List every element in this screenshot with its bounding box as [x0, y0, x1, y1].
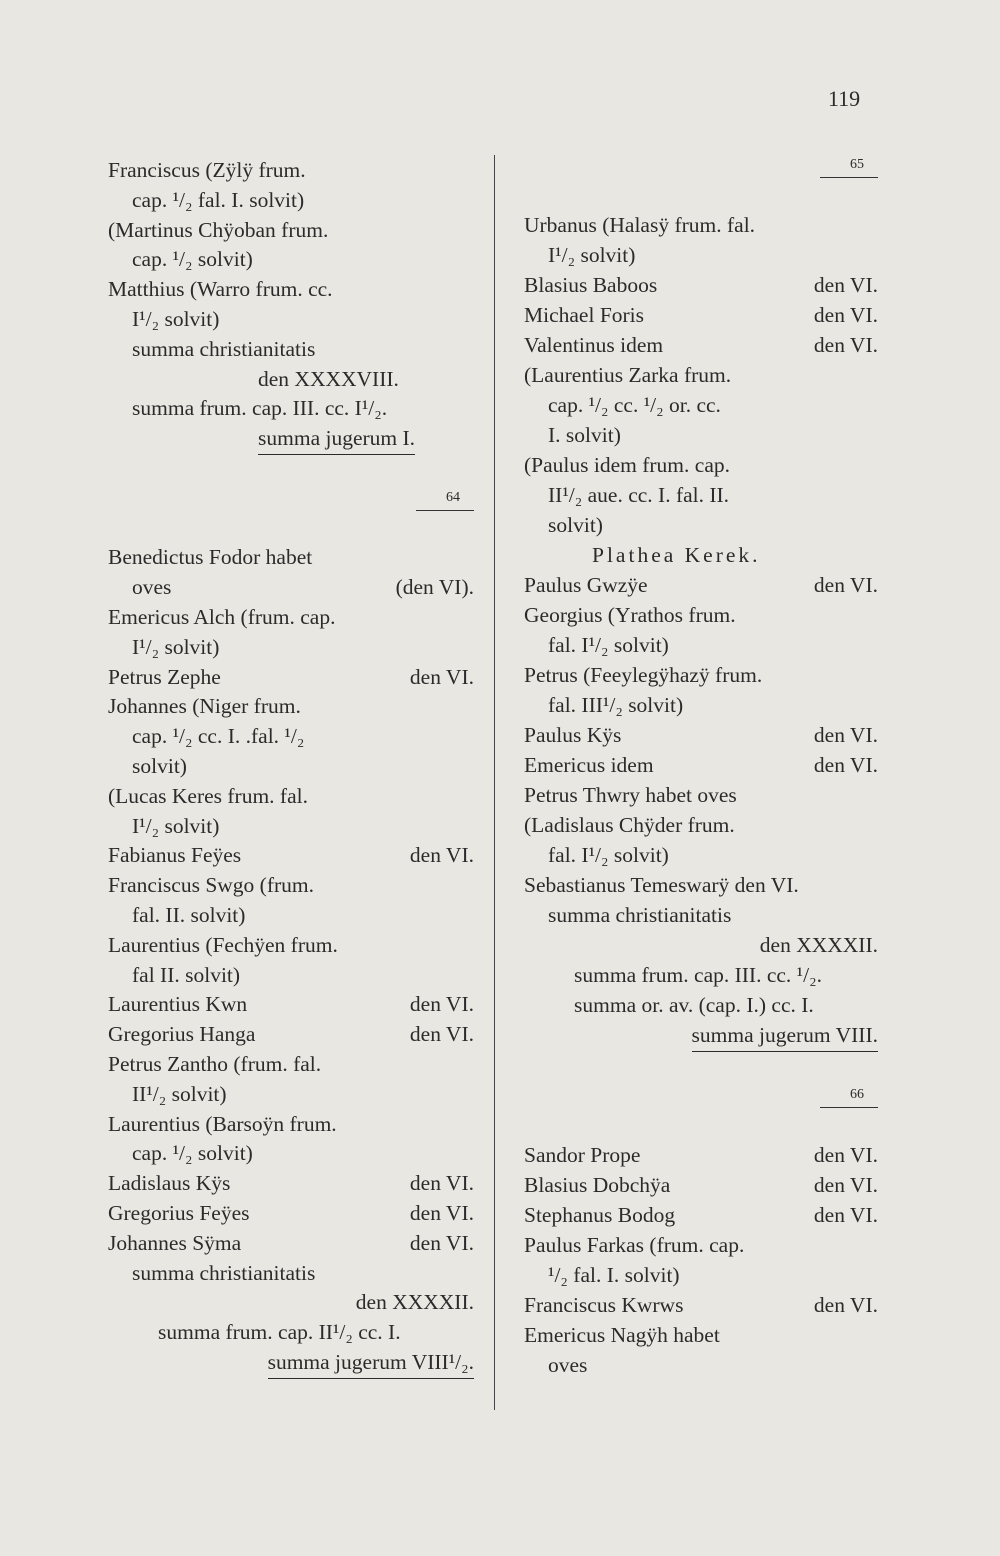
line-text: oves	[132, 575, 172, 600]
text-line	[524, 930, 878, 960]
text-line	[108, 304, 474, 334]
line-text: fal II. solvit)	[132, 962, 241, 987]
page-number: 119	[828, 86, 861, 111]
line-text: solvit)	[548, 513, 603, 537]
text-line	[108, 1287, 474, 1317]
text-line	[524, 660, 878, 690]
text-line	[524, 570, 878, 600]
line-text: I¹/₂ solvit)	[132, 813, 220, 838]
line-text: Petrus Zephe	[108, 664, 221, 689]
text-line	[108, 334, 474, 364]
text-line	[524, 210, 878, 240]
line-amount: den VI.	[813, 1203, 878, 1227]
line-text: Benedictus Fodor habet	[108, 545, 313, 570]
line-text: (Martinus Chÿoban frum.	[108, 217, 329, 242]
line-amount: den VI.	[409, 1022, 474, 1047]
text-line	[524, 1230, 878, 1260]
text-line	[524, 780, 878, 810]
line-amount: den VI.	[813, 273, 878, 297]
line-text: Matthius (Warro frum. cc.	[108, 277, 333, 302]
text-line	[524, 1170, 878, 1200]
line-text: Paulus Kÿs	[524, 723, 622, 747]
text-line	[524, 480, 878, 510]
text-line	[108, 572, 474, 602]
line-text: Plathea Kerek.	[592, 543, 761, 567]
line-amount: den VI.	[813, 303, 878, 327]
line-amount: den VI.	[813, 723, 878, 747]
line-text: I¹/₂ solvit)	[132, 307, 220, 331]
line-text: summa or. av. (cap. I.) cc. I.	[574, 993, 814, 1017]
line-text: 64	[446, 489, 460, 505]
line-text: summa jugerum I.	[258, 423, 415, 455]
text-line	[108, 840, 474, 870]
text-line	[108, 542, 474, 572]
text-line	[108, 1019, 474, 1049]
entry-number	[524, 150, 878, 180]
line-text: 65	[850, 157, 864, 172]
entry-number-rule	[820, 177, 878, 178]
text-line	[108, 989, 474, 1019]
line-text: ¹/₂ fal. I. solvit)	[548, 1263, 680, 1287]
line-text: I¹/₂ solvit)	[132, 634, 220, 659]
entry-number-rule	[820, 1107, 878, 1108]
line-text: Franciscus Kwrws	[524, 1293, 684, 1317]
text-line	[108, 632, 474, 662]
text-line	[108, 721, 474, 751]
text-line	[108, 423, 474, 453]
line-amount: den VI.	[813, 1293, 878, 1317]
section-heading	[524, 540, 878, 570]
text-line	[524, 180, 878, 210]
text-line	[108, 960, 474, 990]
line-text: Stephanus Bodog	[524, 1203, 676, 1227]
line-amount: den VI.	[813, 1173, 878, 1197]
line-text: Gregorius Feÿes	[108, 1201, 250, 1225]
line-text: 66	[850, 1087, 864, 1102]
line-text: summa christianitatis	[548, 903, 732, 927]
line-amount: den VI.	[813, 753, 878, 777]
text-line	[524, 510, 878, 540]
text-line	[524, 750, 878, 780]
line-text: fal. I¹/₂ solvit)	[548, 843, 669, 867]
text-line	[108, 1109, 474, 1139]
text-line	[524, 1050, 878, 1080]
text-line	[108, 1049, 474, 1079]
text-line	[108, 691, 474, 721]
line-text: summa christianitatis	[132, 336, 316, 361]
text-line	[524, 840, 878, 870]
text-line	[108, 453, 474, 483]
text-line	[524, 810, 878, 840]
text-line	[108, 393, 474, 423]
line-text: Laurentius (Barsoÿn frum.	[108, 1111, 337, 1136]
text-line	[524, 420, 878, 450]
text-line	[108, 1228, 474, 1258]
text-line	[524, 1260, 878, 1290]
line-text: Petrus Thwry habet oves	[524, 783, 737, 807]
line-amount: den VI.	[409, 664, 474, 689]
line-text: Emericus idem	[524, 753, 654, 777]
line-amount: den VI.	[409, 992, 474, 1017]
text-line	[524, 240, 878, 270]
line-text: Johannes Sÿma	[108, 1230, 242, 1255]
text-line	[524, 960, 878, 990]
line-text: fal. I¹/₂ solvit)	[548, 633, 669, 657]
line-amount: den VI.	[813, 333, 878, 357]
line-text: cap. ¹/₂ cc. ¹/₂ or. cc.	[548, 393, 721, 417]
line-amount: den VI.	[409, 1230, 474, 1255]
line-text: Johannes (Niger frum.	[108, 694, 301, 719]
line-amount: den VI.	[813, 573, 878, 597]
line-amount: den VI.	[409, 843, 474, 868]
line-text: Ladislaus Kÿs	[108, 1171, 231, 1196]
line-text: cap. ¹/₂ solvit)	[132, 247, 253, 272]
text-line	[108, 244, 474, 274]
line-text: II¹/₂ aue. cc. I. fal. II.	[548, 483, 730, 507]
line-text: Georgius (Yrathos frum.	[524, 603, 736, 627]
text-line	[108, 900, 474, 930]
entry-number	[108, 483, 474, 513]
line-text: cap. ¹/₂ solvit)	[132, 1141, 253, 1166]
text-line	[524, 1140, 878, 1170]
text-line	[108, 1138, 474, 1168]
text-line	[108, 781, 474, 811]
text-line	[108, 1347, 474, 1377]
line-text: (Laurentius Zarka frum.	[524, 363, 732, 387]
text-line	[524, 1110, 878, 1140]
line-text: summa frum. cap. II¹/₂ cc. I.	[158, 1320, 401, 1345]
text-line	[108, 155, 474, 185]
line-text: II¹/₂ solvit)	[132, 1081, 227, 1106]
line-text: Petrus (Feeylegÿhazÿ frum.	[524, 663, 763, 687]
line-text: summa christianitatis	[132, 1260, 316, 1285]
text-line	[524, 870, 878, 900]
text-line	[108, 215, 474, 245]
line-text: summa jugerum VIII.	[692, 1020, 879, 1052]
line-text: oves	[548, 1353, 588, 1377]
line-text: summa frum. cap. III. cc. ¹/₂.	[574, 963, 822, 987]
line-text: fal. III¹/₂ solvit)	[548, 693, 684, 717]
text-line	[108, 364, 474, 394]
text-line	[524, 720, 878, 750]
text-line	[524, 1200, 878, 1230]
line-amount: (den VI).	[395, 575, 474, 600]
line-text: Fabianus Feÿes	[108, 843, 242, 868]
line-text: I. solvit)	[548, 423, 621, 447]
text-line	[108, 870, 474, 900]
line-text: Franciscus (Zÿlÿ frum.	[108, 158, 306, 182]
line-amount: den VI.	[409, 1171, 474, 1196]
text-line	[524, 270, 878, 300]
text-line	[524, 990, 878, 1020]
line-text: (Lucas Keres frum. fal.	[108, 783, 308, 808]
line-text: Urbanus (Halasÿ frum. fal.	[524, 213, 756, 237]
line-text: Michael Foris	[524, 303, 645, 327]
text-line	[108, 811, 474, 841]
text-line	[524, 300, 878, 330]
line-text: Blasius Dobchÿa	[524, 1173, 671, 1197]
text-line	[524, 1320, 878, 1350]
text-line	[108, 751, 474, 781]
line-text: (Paulus idem frum. cap.	[524, 453, 730, 477]
text-line	[524, 1350, 878, 1380]
line-text: solvit)	[132, 754, 187, 778]
line-amount: den VI.	[409, 1201, 474, 1225]
text-line	[108, 602, 474, 632]
text-line	[108, 1258, 474, 1288]
line-text: Sebastianus Temeswarÿ den VI.	[524, 873, 799, 897]
text-line	[524, 450, 878, 480]
text-line	[108, 930, 474, 960]
text-line	[524, 360, 878, 390]
text-line	[524, 690, 878, 720]
text-line	[108, 1198, 474, 1228]
text-line	[524, 330, 878, 360]
line-text: den XXXXVIII.	[258, 366, 399, 391]
text-line	[108, 1317, 474, 1347]
column-divider	[494, 155, 495, 1410]
line-text: Sandor Prope	[524, 1143, 641, 1167]
text-line	[108, 662, 474, 692]
text-line	[524, 390, 878, 420]
line-amount: den VI.	[813, 1143, 878, 1167]
line-text: Paulus Gwzÿe	[524, 573, 648, 597]
text-line	[524, 630, 878, 660]
line-text: cap. ¹/₂ cc. I. .fal. ¹/₂	[132, 724, 305, 749]
line-text: Franciscus Swgo (frum.	[108, 873, 315, 898]
line-text: Blasius Baboos	[524, 273, 658, 297]
line-text: Petrus Zantho (frum. fal.	[108, 1052, 322, 1076]
line-text: (Ladislaus Chÿder frum.	[524, 813, 735, 837]
text-line	[108, 185, 474, 215]
line-text: I¹/₂ solvit)	[548, 243, 636, 267]
text-line	[108, 274, 474, 304]
line-text: den XXXXII.	[355, 1290, 474, 1315]
line-text: Valentinus idem	[524, 333, 664, 357]
line-text: Gregorius Hanga	[108, 1022, 256, 1047]
line-text: den XXXXII.	[759, 933, 878, 957]
text-line	[524, 600, 878, 630]
entry-number-rule	[416, 510, 474, 511]
text-line	[108, 1079, 474, 1109]
line-text: cap. ¹/₂ fal. I. solvit)	[132, 187, 305, 212]
line-text: summa jugerum VIII¹/₂.	[268, 1347, 474, 1379]
line-text: Emericus Alch (frum. cap.	[108, 605, 336, 629]
line-text: Laurentius Kwn	[108, 992, 248, 1017]
entry-number	[524, 1080, 878, 1110]
text-line	[108, 1168, 474, 1198]
text-line	[524, 1020, 878, 1050]
line-text: summa frum. cap. III. cc. I¹/₂.	[132, 396, 388, 421]
text-line	[524, 900, 878, 930]
line-text: Paulus Farkas (frum. cap.	[524, 1233, 745, 1257]
line-text: Emericus Nagÿh habet	[524, 1323, 720, 1347]
line-text: fal. II. solvit)	[132, 903, 246, 927]
line-text: Laurentius (Fechÿen frum.	[108, 932, 338, 957]
text-line	[524, 1290, 878, 1320]
text-line	[108, 513, 474, 543]
